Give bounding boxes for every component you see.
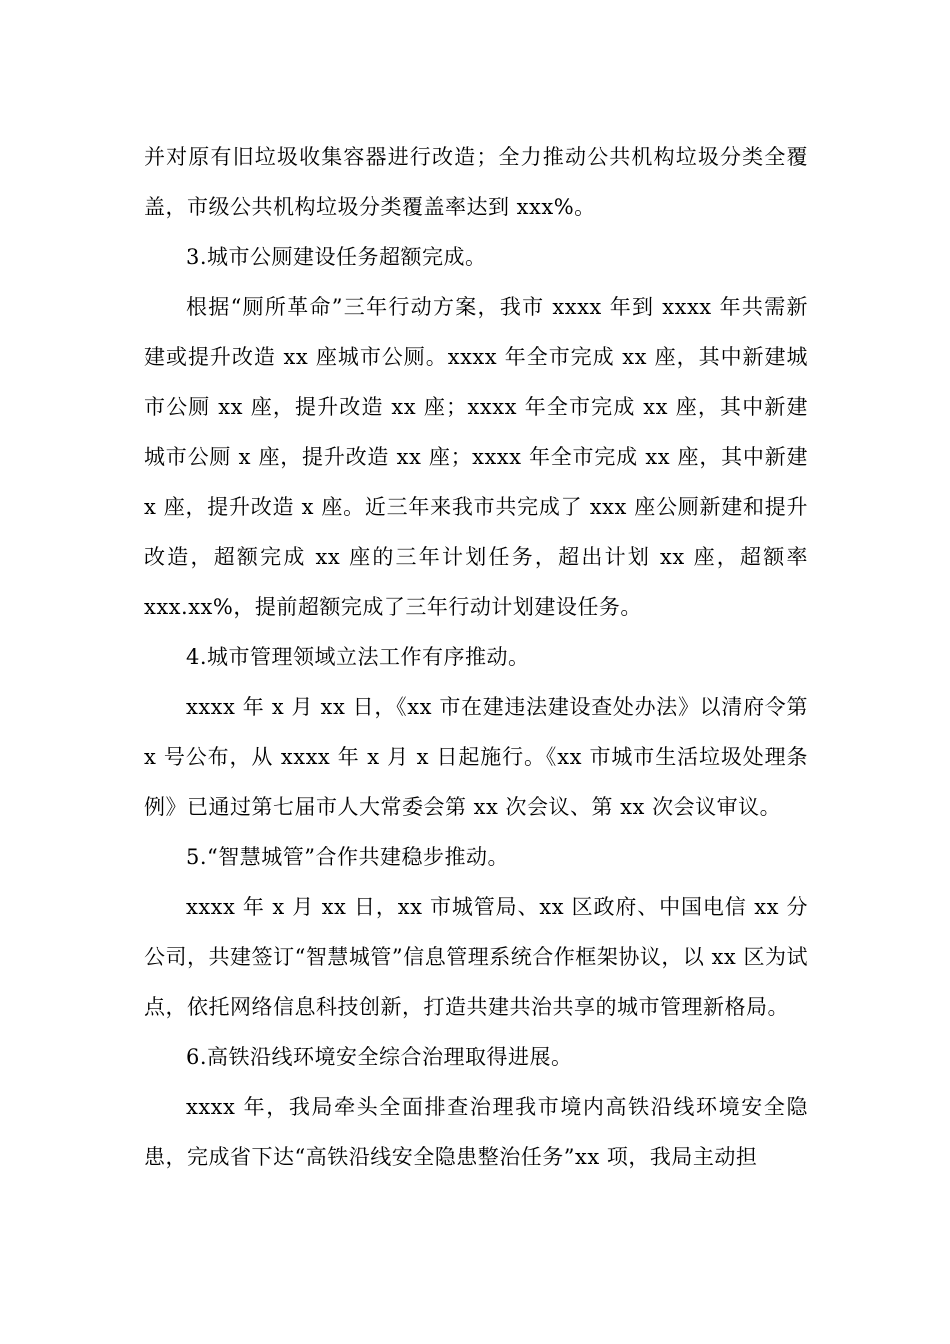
section-heading-5: 5.“智慧城管”合作共建稳步推动。 <box>186 845 510 869</box>
paragraph-continued: 并对原有旧垃圾收集容器进行改造；全力推动公共机构垃圾分类全覆盖，市级公共机构垃圾分类覆盖率达到 xxx%。 <box>144 145 808 219</box>
section-heading-3: 3.城市公厕建设任务超额完成。 <box>186 245 487 269</box>
paragraph-high-speed-rail: xxxx 年，我局牵头全面排查治理我市境内高铁沿线环境安全隐患，完成省下达“高铁沿线安全隐患整治任务”xx 项，我局主动担 <box>144 1095 808 1169</box>
paragraph-public-toilets: 根据“厕所革命”三年行动方案，我市 xxxx 年到 xxxx 年共需新建或提升改造 xx 座城市公厕。xxxx 年全市完成 xx 座，其中新建城市公厕 xx 座，提升改造 xx 座；xxxx 年全市完成 xx 座，其中新建城市公厕 x 座，提升改造 xx 座；xxxx 年全市完成 xx 座，其中新建 x 座，提升改造 x 座。近三年来我市共完成了 xxx 座公厕新建和提升改造，超额完成 xx 座的三年计划任务，超出计划 xx 座，超额率 xxx.xx%，提前超额完成了三年行动计划建设任务。 <box>144 295 808 619</box>
document-body <box>144 132 808 1182</box>
paragraph-smart-city: xxxx 年 x 月 xx 日，xx 市城管局、xx 区政府、中国电信 xx 分公司，共建签订“智慧城管”信息管理系统合作框架协议，以 xx 区为试点，依托网络信息科技创新，打造共建共治共享的城市管理新格局。 <box>144 895 808 1019</box>
section-heading-4: 4.城市管理领域立法工作有序推动。 <box>186 645 530 669</box>
paragraph-legislation: xxxx 年 x 月 xx 日，《xx 市在建违法建设查处办法》以清府令第 x 号公布，从 xxxx 年 x 月 x 日起施行。《xx 市城市生活垃圾处理条例》已通过第七届市人大常委会第 xx 次会议、第 xx 次会议审议。 <box>144 695 808 819</box>
section-heading-6: 6.高铁沿线环境安全综合治理取得进展。 <box>186 1045 573 1069</box>
